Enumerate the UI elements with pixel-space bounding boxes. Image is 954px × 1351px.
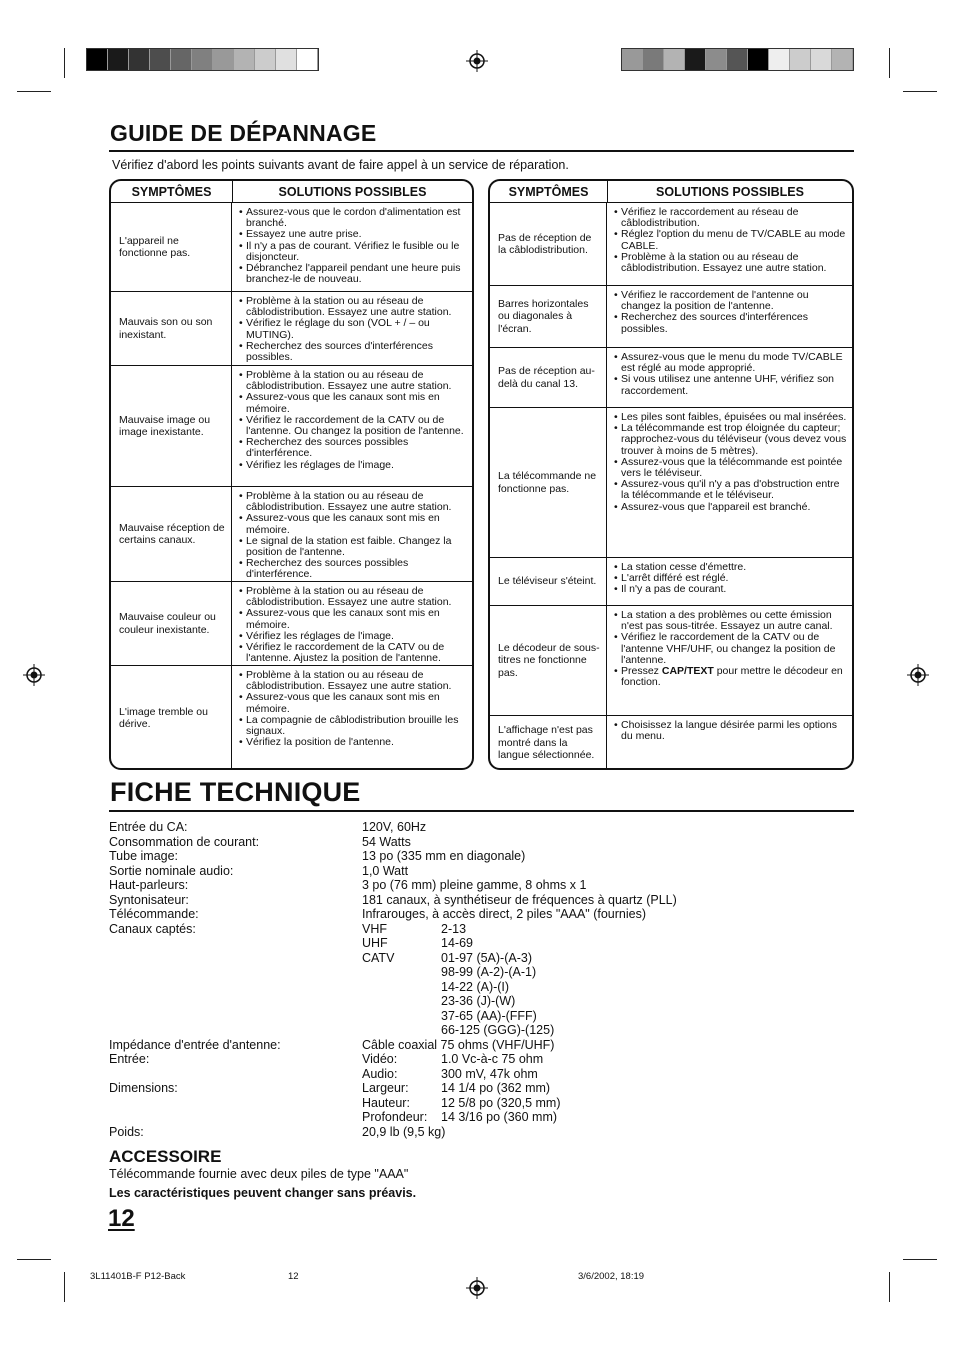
footer-page: 12 — [288, 1271, 299, 1282]
symptom-cell: Mauvaise couleur ou couleur inexistante. — [111, 582, 232, 665]
spec-line: 1.0 Vc-à-c 75 ohm — [441, 1052, 544, 1066]
troubleshooting-table-left — [109, 179, 474, 770]
col-solutions: SOLUTIONS POSSIBLES — [656, 184, 804, 199]
spec-line: 12 5/8 po (320,5 mm) — [441, 1095, 561, 1110]
solution-item: • Assurez-vous que le menu du mode TV/CABLE est réglé au mode approprié. — [613, 352, 848, 374]
spec-line: Tube image: — [109, 849, 179, 863]
specs-title-rule — [109, 810, 854, 812]
spec-line — [441, 893, 561, 908]
spec-line: 66-125 (GGG)-(125) — [441, 1023, 555, 1037]
solution-item: • La compagnie de câblodistribution brouille les signaux. — [238, 715, 468, 737]
specs-notice: Les caractéristiques peuvent changer sans préavis. — [109, 1186, 417, 1200]
color-swatch — [664, 49, 685, 70]
spec-line — [109, 1067, 281, 1082]
solution-item: • Vérifiez le raccordement de l'antenne ou changez la position de l'antenne. — [613, 290, 848, 312]
solution-item: • Vérifiez la position de l'antenne. — [238, 737, 468, 748]
accessory-title: ACCESSOIRE — [109, 1147, 222, 1166]
color-swatch — [150, 49, 171, 70]
solution-item: • Réglez l'option du menu de TV/CABLE au mode CABLE. — [613, 229, 848, 251]
solution-item: • Essayez une autre prise. — [238, 229, 468, 240]
solution-item: • La télécommande est trop éloignée du capteur; rapprochez-vous du téléviseur (vous devez vous trouver à moins de 5 mètres). — [613, 423, 848, 457]
color-swatch — [622, 49, 643, 70]
table-row — [111, 582, 472, 666]
solution-item: • Assurez-vous qu'il n'y a pas d'obstruction entre la télécommande et le téléviseur. — [613, 479, 848, 501]
color-swatch — [832, 49, 853, 70]
spec-labels — [109, 820, 281, 1139]
spec-line: Syntonisateur: — [109, 892, 189, 907]
spec-line: 54 Watts — [362, 834, 411, 849]
symptom-cell: Barres horizontales ou diagonales à l'écran. — [490, 286, 607, 347]
solution-item: • Recherchez des sources d'interférences possibles. — [238, 341, 468, 363]
solutions-cell — [232, 582, 472, 665]
solution-item: • Il n'y a pas de courant. — [613, 584, 848, 595]
solution-item: • Assurez-vous que les canaux sont mis en mémoire. — [238, 692, 468, 714]
spec-line: 01-97 (5A)-(A-3) — [441, 950, 532, 965]
color-swatch — [748, 49, 769, 70]
solution-item: • Problème à la station ou au réseau de câblodistribution. Essayez une autre station. — [238, 491, 468, 513]
spec-line: 13 po (335 mm en diagonale) — [362, 849, 526, 863]
solution-item: • La station a des problèmes ou cette émission n'est pas sous-titrée. Essayez un autre canal. — [613, 610, 848, 632]
table-row — [490, 558, 852, 606]
spec-line — [441, 820, 561, 835]
spec-line — [441, 835, 561, 850]
registration-mark-icon — [466, 50, 488, 72]
color-swatch — [811, 49, 832, 70]
spec-line — [109, 936, 281, 951]
solution-item: • Vérifiez le raccordement au réseau de câblodistribution. — [613, 207, 848, 229]
spec-line: 37-65 (AA)-(FFF) — [441, 1008, 537, 1023]
spec-line: Audio: — [362, 1066, 398, 1081]
spec-line — [441, 907, 561, 922]
page-number: 12 — [108, 1205, 135, 1232]
symptom-cell: Le téléviseur s'éteint. — [490, 558, 607, 605]
symptom-cell: Mauvaise image ou image inexistante. — [111, 366, 232, 486]
color-swatch — [727, 49, 748, 70]
spec-line — [441, 849, 561, 864]
spec-line: CATV — [362, 950, 395, 965]
solutions-cell — [232, 366, 472, 486]
solutions-cell — [232, 292, 472, 365]
spec-line: 181 canaux, à synthétiseur de fréquences à quartz (PLL) — [362, 892, 677, 907]
registration-mark-icon — [907, 664, 929, 686]
symptom-cell: Mauvaise réception de certains canaux. — [111, 487, 232, 581]
col-symptoms: SYMPTÔMES — [111, 181, 233, 202]
spec-line — [109, 965, 281, 980]
color-swatch — [129, 49, 150, 70]
spec-line: Impédance d'entrée d'antenne: — [109, 1037, 281, 1052]
accessory-text: Télécommande fournie avec deux piles de type "AAA" — [109, 1167, 409, 1181]
solution-item: • Assurez-vous que la télécommande est pointée vers le téléviseur. — [613, 457, 848, 479]
spec-line — [441, 1038, 561, 1053]
solution-item: • Les piles sont faibles, épuisées ou mal insérées. — [613, 412, 848, 423]
color-swatch — [643, 49, 664, 70]
solution-item: • Problème à la station ou au réseau de câblodistribution. Essayez une autre station. — [613, 252, 848, 274]
table-row — [490, 286, 852, 348]
spec-line: Poids: — [109, 1124, 144, 1139]
spec-line: 14-22 (A)-(I) — [441, 979, 510, 994]
solutions-cell — [607, 558, 852, 605]
symptom-cell: L'image tremble ou dérive. — [111, 666, 232, 770]
spec-line — [109, 1023, 281, 1038]
solutions-cell — [232, 666, 472, 770]
solution-item: • Problème à la station ou au réseau de câblodistribution. Essayez une autre station. — [238, 296, 468, 318]
col-solutions: SOLUTIONS POSSIBLES — [278, 184, 427, 199]
spec-line — [109, 1110, 281, 1125]
solution-item: • Vérifiez le raccordement de la CATV ou de l'antenne. Ajustez la position de l'antenne. — [238, 642, 468, 664]
solutions-cell — [607, 286, 852, 347]
spec-line: 300 mV, 47k ohm — [441, 1066, 538, 1081]
solution-item: • Vérifiez le réglage du son (VOL + / – ou MUTING). — [238, 318, 468, 340]
solution-item: • Recherchez des sources possibles d'interférence. — [238, 558, 468, 580]
solutions-cell — [607, 606, 852, 715]
table-row — [490, 408, 852, 558]
guide-title-rule — [109, 150, 854, 152]
color-swatch — [87, 49, 108, 70]
spec-line: UHF — [362, 936, 388, 950]
spec-line — [109, 1009, 281, 1024]
solution-item: • Si vous utilisez une antenne UHF, vérifiez son raccordement. — [613, 374, 848, 396]
spec-line: 1,0 Watt — [362, 863, 409, 878]
solution-item: • Choisissez la langue désirée parmi les options du menu. — [613, 720, 848, 742]
spec-line: Sortie nominale audio: — [109, 863, 234, 878]
solution-item: • Vérifiez le raccordement de la CATV ou de l'antenne. Ou changez la position de l'antenne. — [238, 415, 468, 437]
solutions-cell — [607, 203, 852, 285]
solutions-cell — [232, 203, 472, 291]
footer-file: 3L11401B-F P12-Back — [90, 1271, 186, 1282]
solution-item: • Vérifiez les réglages de l'image. — [238, 631, 468, 642]
spec-line: 14-69 — [441, 936, 473, 950]
solution-item: • Assurez-vous que les canaux sont mis en mémoire. — [238, 608, 468, 630]
solutions-cell — [607, 716, 852, 770]
solution-item: • Assurez-vous que l'appareil est branché. — [613, 502, 848, 513]
color-swatch — [790, 49, 811, 70]
solution-item: • Assurez-vous que le cordon d'alimentation est branché. — [238, 207, 468, 229]
color-swatch — [685, 49, 706, 70]
color-swatch — [213, 49, 234, 70]
color-swatch — [276, 49, 297, 70]
col-symptoms: SYMPTÔMES — [490, 181, 608, 202]
symptom-cell: L'affichage n'est pas montré dans la langue sélectionnée. — [490, 716, 607, 770]
guide-title: GUIDE DE DÉPANNAGE — [110, 120, 377, 146]
table-row — [490, 348, 852, 408]
color-swatch — [297, 49, 318, 70]
spec-line: Vidéo: — [362, 1052, 398, 1066]
color-swatch — [234, 49, 255, 70]
symptom-cell: Mauvais son ou son inexistant. — [111, 292, 232, 365]
registration-mark-icon — [23, 664, 45, 686]
spec-line: Profondeur: — [362, 1110, 428, 1124]
spec-line: Télécommande: — [109, 907, 199, 921]
spec-line: 23-36 (J)-(W) — [441, 994, 516, 1008]
symptom-cell: La télécommande ne fonctionne pas. — [490, 408, 607, 557]
solutions-cell — [232, 487, 472, 581]
table-row — [111, 666, 472, 770]
table-row — [111, 487, 472, 582]
solution-item: • Vérifiez le raccordement de la CATV ou de l'antenne VHF/UHF, ou changez la position de l'antenne. — [613, 632, 848, 666]
spec-line: Infrarouges, à accès direct, 2 piles "AAA" (fournies) — [362, 907, 647, 921]
table-row — [490, 203, 852, 286]
spec-line — [109, 1096, 281, 1111]
symptom-cell: L'appareil ne fonctionne pas. — [111, 203, 232, 291]
spec-line: Hauteur: — [362, 1095, 410, 1110]
table-header — [111, 181, 472, 203]
spec-line: 98-99 (A-2)-(A-1) — [441, 965, 537, 979]
spec-line: VHF — [362, 921, 387, 936]
spec-line: Canaux captés: — [109, 921, 196, 936]
guide-intro: Vérifiez d'abord les points suivants avant de faire appel à un service de réparation. — [112, 158, 569, 172]
solution-item: • Problème à la station ou au réseau de câblodistribution. Essayez une autre station. — [238, 670, 468, 692]
solution-item: • Assurez-vous que les canaux sont mis en mémoire. — [238, 513, 468, 535]
table-row — [490, 716, 852, 770]
spec-line — [441, 1125, 561, 1140]
spec-line: Haut-parleurs: — [109, 878, 189, 892]
table-header — [490, 181, 852, 203]
spec-subvalues — [441, 820, 561, 1139]
spec-line: Dimensions: — [109, 1081, 178, 1095]
spec-line — [109, 980, 281, 995]
solution-item: • Problème à la station ou au réseau de câblodistribution. Essayez une autre station. — [238, 370, 468, 392]
color-swatch — [255, 49, 276, 70]
solution-item: • Assurez-vous que les canaux sont mis en mémoire. — [238, 392, 468, 414]
spec-line — [441, 864, 561, 879]
spec-line: 14 3/16 po (360 mm) — [441, 1110, 558, 1124]
table-row — [111, 366, 472, 487]
spec-line: Consommation de courant: — [109, 834, 260, 849]
spec-line: 120V, 60Hz — [362, 820, 427, 834]
solution-item: • Vérifiez les réglages de l'image. — [238, 460, 468, 471]
table-row — [111, 292, 472, 366]
color-swatch — [192, 49, 213, 70]
specs-title: FICHE TECHNIQUE — [110, 777, 361, 807]
table-row — [490, 606, 852, 716]
spec-line — [441, 878, 561, 893]
spec-line: Entrée du CA: — [109, 820, 188, 834]
spec-line: 2-13 — [441, 921, 467, 936]
color-swatch — [171, 49, 192, 70]
troubleshooting-table-right — [488, 179, 854, 770]
spec-line: 14 1/4 po (362 mm) — [441, 1081, 551, 1095]
solutions-cell — [607, 348, 852, 407]
spec-line: 3 po (76 mm) pleine gamme, 8 ohms x 1 — [362, 878, 587, 892]
spec-line: Largeur: — [362, 1081, 409, 1095]
solution-item: • La station cesse d'émettre. — [613, 562, 848, 573]
symptom-cell: Pas de réception de la câblodistribution. — [490, 203, 607, 285]
symptom-cell: Le décodeur de sous-titres ne fonctionne pas. — [490, 606, 607, 715]
solution-item: • Recherchez des sources possibles d'interférence. — [238, 437, 468, 459]
symptom-cell: Pas de réception au-delà du canal 13. — [490, 348, 607, 407]
footer-date: 3/6/2002, 18:19 — [578, 1271, 645, 1282]
solutions-cell — [607, 408, 852, 557]
color-swatch — [769, 49, 790, 70]
color-bar-right — [621, 48, 854, 71]
color-swatch — [706, 49, 727, 70]
spec-line: Câble coaxial 75 ohms (VHF/UHF) — [362, 1037, 555, 1052]
spec-line — [109, 994, 281, 1009]
solution-item: • L'arrêt différé est réglé. — [613, 573, 848, 584]
spec-line: Entrée: — [109, 1052, 150, 1066]
solution-item: • Débranchez l'appareil pendant une heure puis branchez-le de nouveau. — [238, 263, 468, 285]
spec-line: 20,9 lb (9,5 kg) — [362, 1124, 446, 1139]
solution-item: • Le signal de la station est faible. Changez la position de l'antenne. — [238, 536, 468, 558]
solution-item: • Il n'y a pas de courant. Vérifiez le fusible ou le disjoncteur. — [238, 241, 468, 263]
color-bar-left — [86, 48, 319, 71]
color-swatch — [108, 49, 129, 70]
solution-item: • Pressez CAP/TEXT pour mettre le décodeur en fonction. — [613, 666, 848, 688]
solution-item: • Recherchez des sources d'interférences possibles. — [613, 312, 848, 334]
table-row — [111, 203, 472, 292]
registration-mark-icon — [466, 1277, 488, 1299]
spec-line — [109, 951, 281, 966]
solution-item: • Problème à la station ou au réseau de câblodistribution. Essayez une autre station. — [238, 586, 468, 608]
